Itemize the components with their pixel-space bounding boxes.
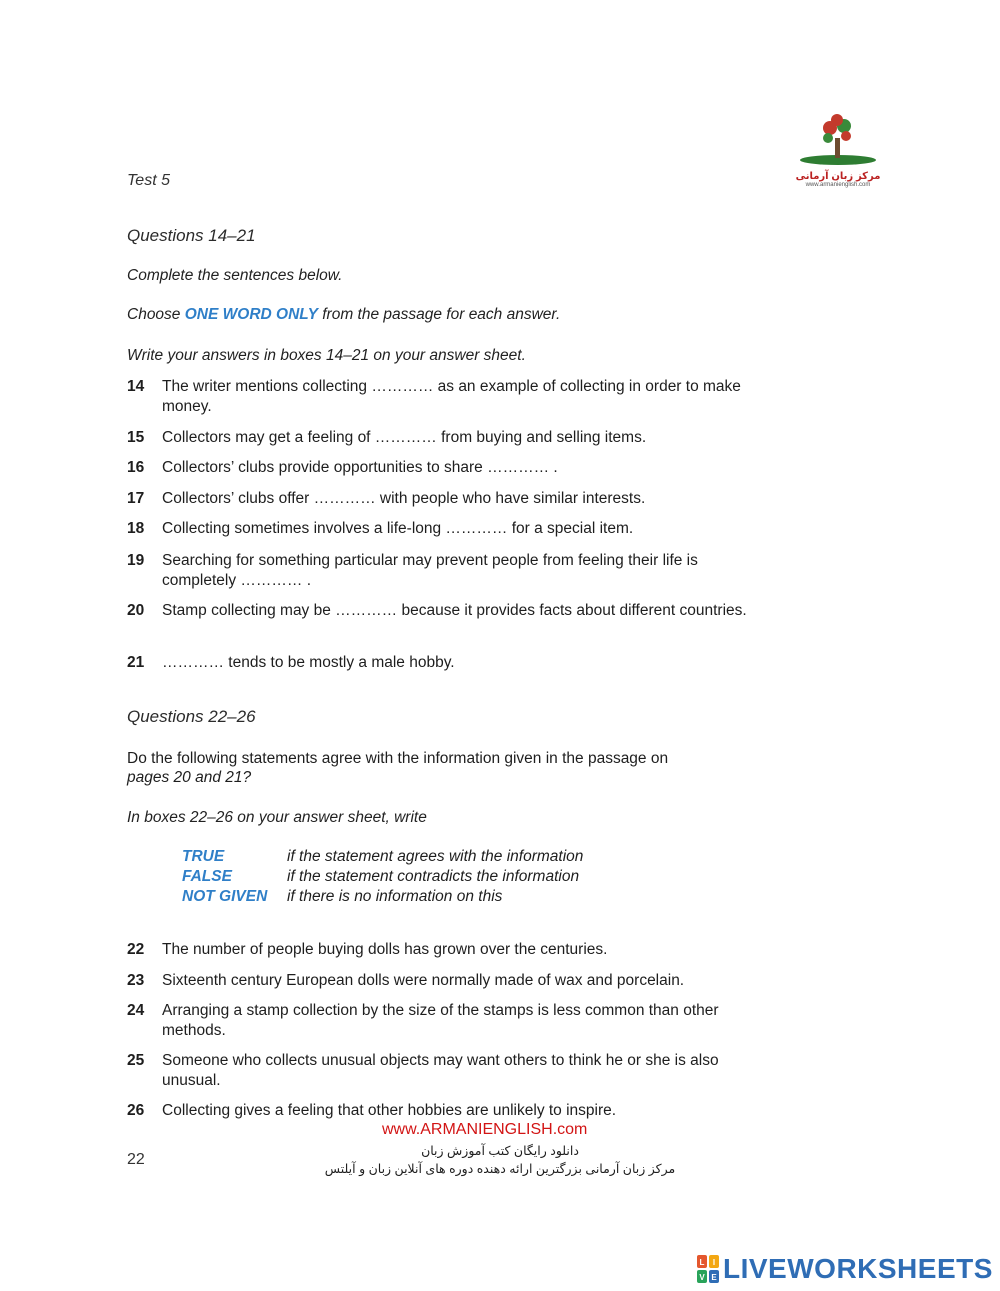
section2-instruction1 [127,749,747,787]
statement-number: 22 [127,941,145,958]
tree-logo-icon [798,114,878,166]
answer-key-row [182,888,502,906]
icon-letter: L [699,1258,705,1267]
statement-item [127,1101,767,1121]
question-number: 16 [127,459,145,476]
statement-text: Collecting gives a feeling that other hobbies are unlikely to inspire. [162,1102,617,1119]
statement-item [127,1051,767,1091]
logo-url: www.armanienglish.com [805,182,871,188]
answer-key-desc: if there is no information on this [287,888,503,905]
statement-text: Someone who collects unusual objects may want others to think he or she is also unusual. [162,1052,719,1089]
instruction2-suffix: from the passage for each answer. [317,306,561,323]
statement-number: 23 [127,972,145,989]
statement-item [127,940,767,960]
question-item [127,377,767,417]
question-text: Collecting sometimes involves a life-long ………… for a special item. [162,520,634,537]
question-item [127,428,767,448]
question-text: Collectors’ clubs offer ………… with people who have similar interests. [162,490,646,507]
question-number: 21 [127,654,145,671]
section2-instruction2: In boxes 22–26 on your answer sheet, write [127,809,427,826]
answer-key-desc: if the statement agrees with the information [287,848,584,865]
statement-text: Sixteenth century European dolls were normally made of wax and porcelain. [162,972,685,989]
liveworksheets-icon [697,1255,719,1283]
question-item [127,601,767,621]
question-number: 19 [127,552,145,569]
answer-key-row [182,868,579,886]
answer-key-label: NOT GIVEN [182,888,268,905]
test-label: Test 5 [127,172,170,189]
page-number: 22 [127,1151,145,1168]
logo [795,114,881,188]
question-text: Collectors may get a feeling of ………… from buying and selling items. [162,429,647,446]
instruction2-highlight: ONE WORD ONLY [184,306,318,323]
question-text: Stamp collecting may be ………… because it provides facts about different countries. [162,602,747,619]
section1-instruction2 [127,306,560,324]
question-item [127,458,767,478]
question-number: 20 [127,602,145,619]
instruction1-text: Do the following statements agree with the information given in the passage on [127,750,669,767]
section1-instruction3: Write your answers in boxes 14–21 on your answer sheet. [127,347,526,364]
answer-key-row [182,848,583,866]
instruction1-pages: pages 20 and 21? [127,769,252,786]
question-number: 17 [127,490,145,507]
answer-key-label: FALSE [182,868,232,885]
question-number: 14 [127,378,145,395]
icon-letter: I [712,1258,716,1267]
answer-key-label: TRUE [182,848,225,865]
question-text: The writer mentions collecting ………… as an example of collecting in order to make money. [162,378,741,415]
icon-letter: V [699,1273,705,1282]
statement-item [127,971,767,991]
section2-heading: Questions 22–26 [127,707,256,726]
question-number: 15 [127,429,145,446]
question-text: ………… tends to be mostly a male hobby. [162,654,455,671]
question-item [127,551,767,591]
statement-number: 26 [127,1102,145,1119]
question-item [127,653,767,673]
statement-number: 25 [127,1052,145,1069]
question-text: Collectors’ clubs provide opportunities to share ………… . [162,459,558,476]
question-number: 18 [127,520,145,537]
statement-text: Arranging a stamp collection by the size of the stamps is less common than other methods. [162,1002,719,1039]
icon-letter: E [711,1273,717,1282]
section1-instruction1: Complete the sentences below. [127,267,343,284]
logo-name: مرکز زبان آرمانی [795,171,881,182]
statement-number: 24 [127,1002,145,1019]
footer-url[interactable]: www.ARMANIENGLISH.com [382,1121,588,1138]
footer-line1: دانلود رایگان کتب آموزش زبان [421,1144,579,1158]
answer-key-desc: if the statement contradicts the information [287,868,580,885]
section1-heading: Questions 14–21 [127,226,256,245]
question-item [127,489,767,509]
instruction2-prefix: Choose [127,306,185,323]
footer-line2: مرکز زبان آرمانی بزرگترین ارائه دهنده دوره های آنلاین زبان و آیلتس [324,1162,676,1176]
statement-text: The number of people buying dolls has grown over the centuries. [162,941,608,958]
statement-item [127,1001,767,1041]
question-item [127,519,767,539]
question-text: Searching for something particular may prevent people from feeling their life is completely ………… . [162,552,698,589]
liveworksheets-watermark [697,1253,993,1285]
liveworksheets-text: LIVEWORKSHEETS [723,1253,993,1284]
